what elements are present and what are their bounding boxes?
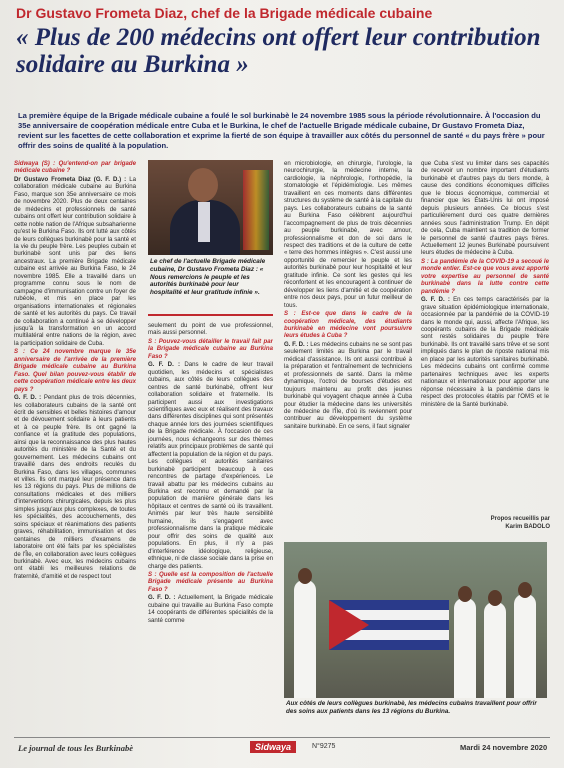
article-headline: « Plus de 200 médecins ont offert leur contribution solidaire au Burkina » (16, 24, 541, 78)
question-1: Sidwaya (S) : Qu'entend-on par brigade médicale cubaine ? (14, 160, 136, 175)
photo-brigade-chief (148, 160, 273, 255)
question-4: S : Quelle est la composition de l'actuelle Brigade médicale présente au Burkina Faso ? (148, 570, 273, 593)
photo-person (484, 602, 506, 698)
photo-person-face (188, 168, 218, 202)
photo-person (454, 598, 476, 698)
answer-2: Pendant plus de trois décennies, les collaborateurs cubains de la santé ont écrit de sensibles et belles histoires d'amour et de dévouement solidaire à leurs patients et à ce peuple frère. Ils ont gagné la confiance et la gratitude des populations, ainsi que la reconnaissance des plus hautes autorités du ministère de la Santé et du gouvernement. Les médecins cubains ont travaillé dans des endroits reculés du Burkina Faso, dans les villages, communes et villes. Ils ont marqué leur présence dans les 13 régions du pays. Plus de millions de consultations médicales et des milliers d'interventions chirurgicales, depuis les plus simples jusqu'aux plus complexes, de toutes les spécialités, des accouchements, des soins spéciaux et réanimations des patients graves, réhabilitation, immunisation et des centaines de milliers d'examens de laboratoire ont été faits par les spécialistes de l'Île, en collaboration avec leurs collègues burkinabè. Avec eux, les médecins cubains ont établi les meilleures relations de fraternité, d'amitié et de respect tout (14, 394, 136, 580)
column-4 (421, 160, 549, 535)
photo-person-head (458, 586, 472, 602)
page-footer (0, 735, 564, 768)
answer-6-speaker: G. F. D. : (421, 296, 450, 304)
byline-label: Propos recueillis par (490, 516, 550, 522)
photo-medical-team (284, 542, 547, 698)
column-1 (14, 160, 136, 735)
article-lead: La première équipe de la Brigade médicale cubaine a foulé le sol burkinabè le 24 novembre 1985 sous la période révolutionnaire. À l'occasion du 35e anniversaire de coopération médicale entre Cuba et le Burkina, le chef de l'actuelle Brigade médicale cubaine, Dr Gustavo Frometa Diaz, revient sur les facettes de cette collaboration et exprime la fierté de son équipe à travailler aux côtés du personnel de santé « du pays frère » pour offrir des soins de qualité à la population. (18, 111, 545, 150)
photo-person-head (488, 590, 502, 606)
question-6: S : La pandémie de la COVID-19 a secoué le monde entier. Est-ce que vous avez apporté votre expertise au personnel de santé burkinabè dans la lutte contre cette pandémie ? (421, 257, 549, 295)
photo-medical-team-caption: Aux côtés de leurs collègues burkinabè, les médecins cubains travaillent pour offrir des soins aux patients dans les 13 régions du Burkina. (286, 700, 537, 715)
question-2: S : Ce 24 novembre marque le 35e anniversaire de l'arrivée de la première Brigade médicale cubaine au Burkina Faso. Quel bilan pouvez-vous établir de cette coopération médicale entre les deux pays ? (14, 348, 136, 393)
answer-4: Actuellement, la Brigade médicale cubaine qui travaille au Burkina Faso compte 14 coopérants de différentes spécialités de la santé comme (148, 594, 273, 624)
answer-5: Les médecins cubains ne se sont pas seulement limités au Burkina par le travail médical d'assistance. Ils ont aussi contribué à la préparation et l'entraînement de techniciens et professionnels de santé. Dans la même dynamique, l'octroi de bourses d'études est toujours maintenu au profit des jeunes burkinabè qui voyagent chaque année à Cuba pour étudier la médecine dans les universités de médecine de l'Île, d'où ils reviennent pour contribuer au développement du système sanitaire burkinabè. En ce sens, il faut signaler (284, 340, 412, 430)
column-4-lead: que Cuba s'est vu limiter dans ses capacités de recevoir un nombre important d'étudiants burkinabè et d'autres pays du tiers monde, à cause des conditions économiques difficiles que le blocus économique, commercial et financier que les États-Unis lui ont imposé depuis plusieurs années. Ce blocus s'est particulièrement durci ces quatre dernières années sous l'administration Trump. En dépit de cela, Cuba maintient sa tradition de former le personnel de santé d'autres pays frères. Actuellement 12 jeunes Burkinabè poursuivent leurs études de médecine à Cuba. (421, 160, 549, 257)
byline-name: Karim BADOLO (505, 523, 550, 530)
answer-5-speaker: G. F. D. : (284, 340, 309, 348)
question-5: S : Est-ce que dans le cadre de la coopération médicale, des étudiants burkinabè en médecine vont poursuivre leurs études à Cuba ? (284, 310, 412, 340)
answer-2-speaker: G. F. D. : (14, 394, 42, 402)
column-2-lead: seulement du point de vue professionnel, mais aussi personnel. (148, 322, 273, 337)
answer-1: La collaboration médicale cubaine au Burkina Faso, marque son 35e anniversaire ce mois de novembre 2020. Plus de deux centaines de médecins et professionnels de santé cubains ont offert leur contribution solidaire à cette noble nation de l'Afrique subsaharienne qu'est le Burkina Faso. Ils ont lutté aux côtés de leurs collègues burkinabè pour la santé et la vie du peuple frère. Les peuples cubain et burkinabè sont unis par des liens ancestraux. La première Brigade médicale cubaine est arrivée au Burkina Faso, le 24 novembre 1985. Elle a travaillé dans un programme connu sous le nom de campagne d'immunisation contre un foyer de rubéole, et mis en place par les organisations internationales et régionales de santé et les autorités du pays. Ce travail de collaboration a continué à se développer jusqu'à la transformation en un accord multilatéral entre nations de la région, avec la participation solidaire de Cuba. (14, 175, 136, 347)
photo-person-head (298, 568, 312, 584)
photo-flag-decor (243, 170, 269, 250)
photo-person (514, 594, 536, 698)
answer-6: En ces temps caractérisés par la grave situation épidémiologique internationale, occasionnée par la pandémie de la COVID-19 dans le monde qui, aussi, affecte l'Afrique, les coopérants cubains de la Brigade médicale sont restés solidaires du peuple frère burkinabè. Ils ont travaillé sans trêve et se sont impliqués dans le plan de riposte national mis en place par les autorités sanitaires burkinabè. Les médecins cubains ont confirmé comme partenaires techniques avec les experts nationaux et internationaux pour apporter une réponse nécessaire à la pandémie dans le respect des protocoles établis par l'OMS et le ministère de la Santé burkinabè. (421, 296, 549, 408)
footer-divider (14, 737, 550, 738)
column-3 (284, 160, 412, 535)
photo-person-shirt (198, 202, 210, 242)
photo-person (294, 580, 316, 698)
article-kicker: Dr Gustavo Frometa Diaz, chef de la Brigade médicale cubaine (16, 5, 433, 21)
answer-3-speaker: G. F. D. : (148, 361, 181, 369)
issue-date: Mardi 24 novembre 2020 (460, 743, 548, 752)
answer-3: Dans le cadre de leur travail quotidien, les médecins et spécialistes cubains, aux côtés de leurs collègues des centres de santé burkinabè, offrent leur collaboration solidaire et fraternelle. Ils participent aussi aux investigations scientifiques avec eux et réalisent des travaux dans différentes disciplines qui sont présentés chaque année lors des journées scientifiques de la Brigade médicale. À l'occasion de ces journées, nous échangeons sur des thèmes relatifs aux principaux problèmes de santé qui affectent la population de la région et du pays. Les collègues et autorités sanitaires burkinabè participent beaucoup à ces rencontres de partage d'expériences. Le travail abattu par les médecins cubains au Burkina est reconnu et demandé par la population de manière générale dans les hôpitaux et centres de santé où ils travaillent. Animés par leur très haute sensibilité humaine, ils s'engagent avec professionnalisme dans la pratique médicale pour offrir des soins de qualité aux populations. En plus, il n'y a pas d'interférence idéologique, religieuse, ethnique, ni de classe sociale dans la prise en charge des patients. (148, 361, 273, 570)
footer-tagline: Le journal de tous les Burkinabè (18, 743, 134, 753)
answer-1-speaker: Dr Gustavo Frometa Diaz (G. F. D.) : (14, 175, 127, 183)
byline (460, 516, 550, 531)
photo-brigade-chief-caption: Le chef de l'actuelle Brigade médicale cubaine, Dr Gustavo Frometa Diaz : « Nous remercions le peuple et les autorités burkinabè pour leur hospitalité et leur gratitude infinie ». (150, 258, 266, 297)
column-3-lead: en microbiologie, en chirurgie, l'urologie, la neurochirurgie, la médecine interne, la cardiologie, la néphrologie, l'orthopédie, la stomatologie et l'épidémiologie. Les mêmes travaillent en ces moments dans différentes structures du système de santé à la capitale du pays. Les collaborateurs cubains de la santé au Burkina Faso célèbrent aujourd'hui l'accompagnement de plus de trois décennies au peuple burkinabè, avec amour, professionnalisme et don de soi dans le respect des traditions et de la culture de cette « terre des hommes intègres ». C'est aussi une opportunité de remercier le peuple et les autorités burkinabè pour leur hospitalité et leur gratitude infinie. Ce sont les gestes qui les réconfortent et les encouragent à continuer de développer les liens d'amitié et de coopération entre nos deux pays, pour un futur meilleur de tous. (284, 160, 412, 309)
column-2 (148, 322, 273, 737)
photo-cuban-flag-triangle (329, 600, 369, 650)
question-3: S : Pouvez-vous détailler le travail fait par la Brigade médicale cubaine au Burkina Faso ? (148, 337, 273, 360)
photo-person-head (518, 582, 532, 598)
answer-4-speaker: G. F. D. : (148, 594, 176, 602)
newspaper-logo: Sidwaya (250, 741, 296, 753)
issue-number: N°9275 (312, 743, 336, 750)
caption-divider (148, 314, 273, 316)
